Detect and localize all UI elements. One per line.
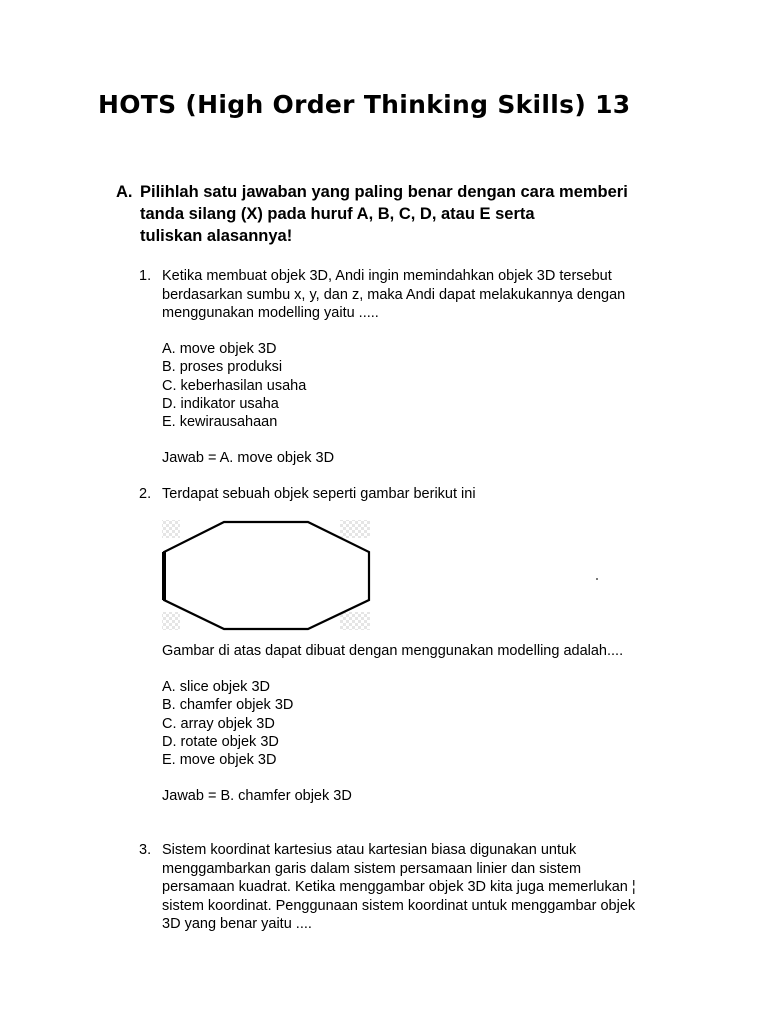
question-number: 1. <box>139 268 152 284</box>
question-text-line: persamaan kuadrat. Ketika menggambar objek 3D kita juga memerlukan ¦ <box>162 879 636 895</box>
section-letter: A. <box>116 183 133 201</box>
question-2-follow-up: Gambar di atas dapat dibuat dengan menggunakan modelling adalah.... <box>162 643 624 659</box>
question-1-options <box>162 340 306 431</box>
question-2-text <box>162 485 476 504</box>
stray-dot <box>596 578 598 580</box>
question-2-options <box>162 678 293 769</box>
option-e[interactable]: E. kewirausahaan <box>162 414 278 431</box>
option-c[interactable]: C. array objek 3D <box>162 715 275 732</box>
question-text-line: 3D yang benar yaitu .... <box>162 916 312 932</box>
instruction-line: tanda silang (X) pada huruf A, B, C, D, atau E serta <box>140 205 535 223</box>
question-text-line: Ketika membuat objek 3D, Andi ingin memindahkan objek 3D tersebut <box>162 268 612 284</box>
option-e[interactable]: E. move objek 3D <box>162 752 277 769</box>
question-3-text <box>162 841 636 934</box>
option-b[interactable]: B. proses produksi <box>162 359 283 376</box>
question-text-line: Terdapat sebuah objek seperti gambar berikut ini <box>162 486 476 502</box>
question-text-line: berdasarkan sumbu x, y, dan z, maka Andi dapat melakukannya dengan <box>162 286 626 303</box>
question-1-text <box>162 267 625 323</box>
option-a[interactable]: A. slice objek 3D <box>162 679 270 695</box>
question-1-answer: Jawab = A. move objek 3D <box>162 450 335 466</box>
instruction-line: Pilihlah satu jawaban yang paling benar dengan cara memberi <box>140 183 628 201</box>
question-number: 2. <box>139 486 152 502</box>
question-text-line: sistem koordinat. Penggunaan sistem koordinat untuk menggambar objek <box>162 897 636 914</box>
instruction-line: tuliskan alasannya! <box>140 227 293 245</box>
chamfered-octagon-shape-icon <box>160 518 375 634</box>
option-b[interactable]: B. chamfer objek 3D <box>162 697 294 714</box>
question-text-line: menggunakan modelling yaitu ..... <box>162 305 379 321</box>
question-number: 3. <box>139 842 152 858</box>
page-title: HOTS (High Order Thinking Skills) 13 <box>98 90 631 119</box>
question-2-answer: Jawab = B. chamfer objek 3D <box>162 788 352 804</box>
option-d[interactable]: D. indikator usaha <box>162 395 279 412</box>
section-a-instructions <box>116 181 676 247</box>
option-d[interactable]: D. rotate objek 3D <box>162 733 279 750</box>
question-text-line: menggambarkan garis dalam sistem persamaan linier dan sistem <box>162 860 582 877</box>
option-c[interactable]: C. keberhasilan usaha <box>162 377 307 394</box>
option-a[interactable]: A. move objek 3D <box>162 341 277 357</box>
question-text-line: Sistem koordinat kartesius atau kartesian biasa digunakan untuk <box>162 842 577 858</box>
